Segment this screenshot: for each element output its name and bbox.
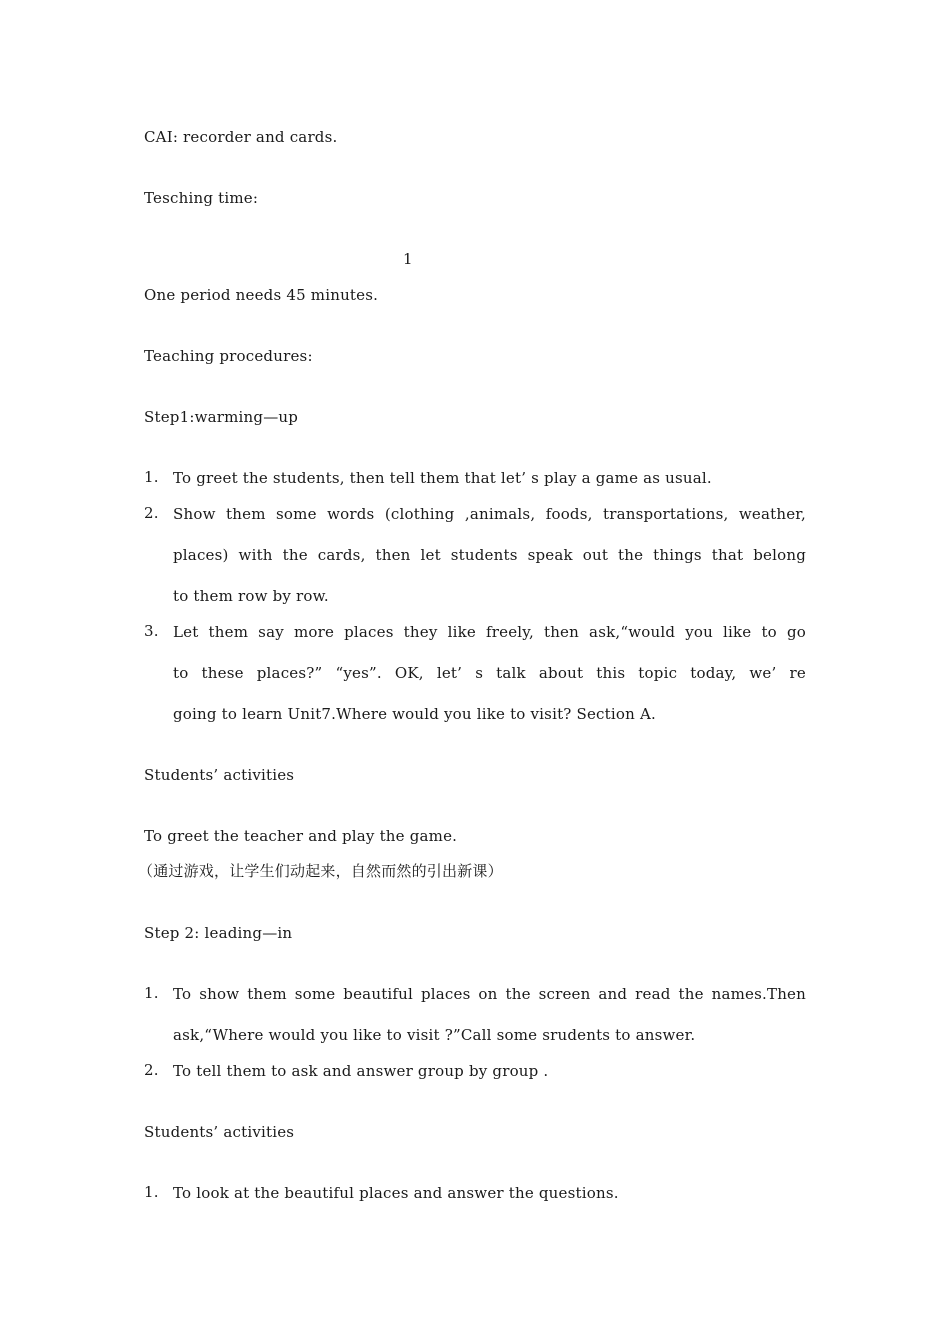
- period-line: One period needs 45 minutes.: [144, 286, 379, 304]
- list-item-line: places) with the cards, then let students speak out the things that belong: [173, 546, 806, 564]
- activities-text: To greet the teacher and play the game.: [144, 827, 458, 845]
- list-number: 2.: [144, 504, 159, 522]
- cai-line: CAI: recorder and cards.: [144, 128, 338, 146]
- list-item-line: To tell them to ask and answer group by group .: [173, 1062, 549, 1080]
- list-item-line: Let them say more places they like freely, then ask,“would you like to go: [173, 623, 806, 641]
- page-number: 1: [403, 250, 413, 268]
- step2-heading: Step 2: leading—in: [144, 924, 293, 942]
- list-item-line: ask,“Where would you like to visit ?”Call some srudents to answer.: [173, 1026, 696, 1044]
- list-item-line: To look at the beautiful places and answer the questions.: [173, 1184, 619, 1202]
- list-number: 1.: [144, 984, 159, 1002]
- list-number: 1.: [144, 468, 159, 486]
- list-number: 1.: [144, 1183, 159, 1201]
- students-activities-heading: Students’ activities: [144, 766, 295, 784]
- step1-heading: Step1:warming—up: [144, 408, 299, 426]
- procedures-heading: Teaching procedures:: [144, 347, 313, 365]
- chinese-note: （通过游戏，让学生们动起来，自然而然的引出新课）: [138, 862, 503, 880]
- list-item-line: To greet the students, then tell them that let’ s play a game as usual.: [173, 469, 712, 487]
- list-item-line: going to learn Unit7.Where would you like to visit? Section A.: [173, 705, 656, 723]
- list-number: 3.: [144, 622, 159, 640]
- list-item-line: To show them some beautiful places on the screen and read the names.Then: [173, 985, 806, 1003]
- list-item-line: to these places?” “yes”. OK, let’ s talk about this topic today, we’ re: [173, 664, 806, 682]
- list-number: 2.: [144, 1061, 159, 1079]
- list-item-line: Show them some words (clothing ,animals, foods, transportations, weather,: [173, 505, 806, 523]
- students-activities-heading: Students’ activities: [144, 1123, 295, 1141]
- list-item-line: to them row by row.: [173, 587, 329, 605]
- teaching-time-line: Tesching time:: [144, 189, 259, 207]
